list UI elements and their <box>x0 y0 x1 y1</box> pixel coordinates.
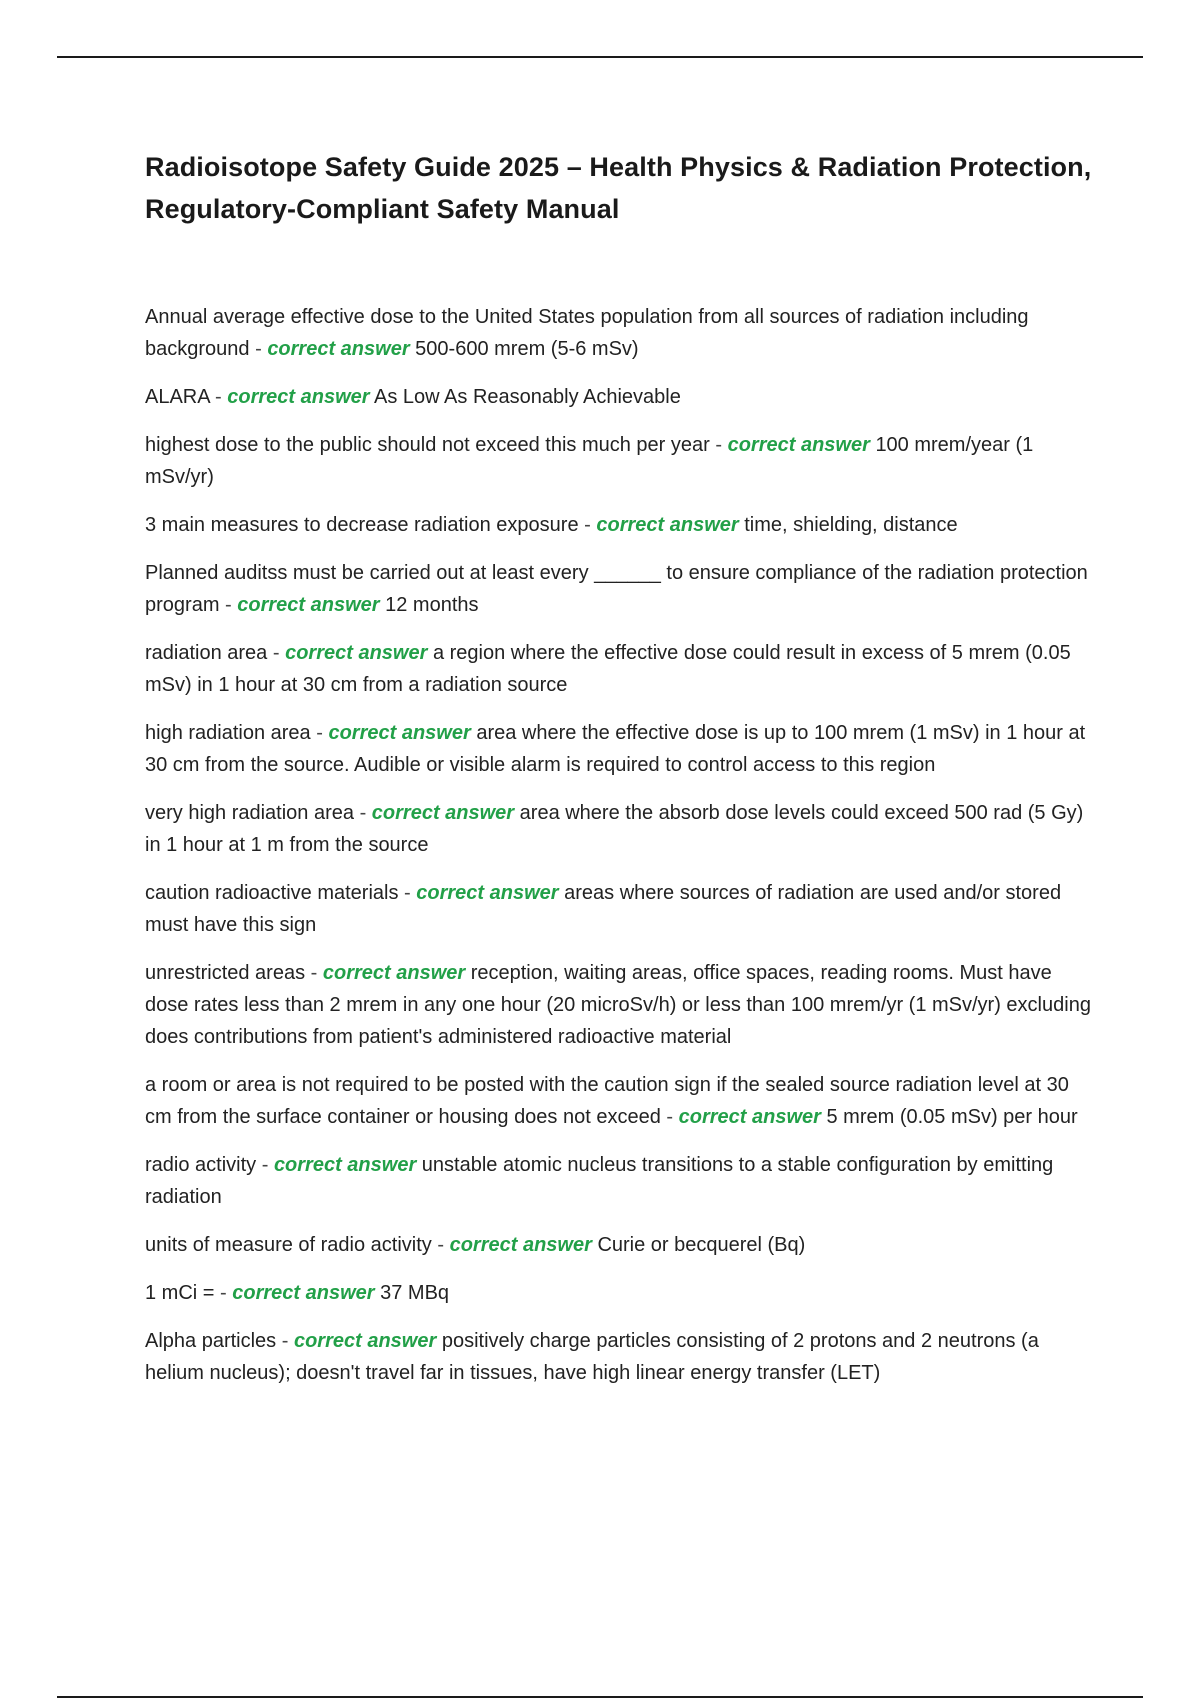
answer-text: Curie or becquerel (Bq) <box>597 1234 806 1256</box>
question-text: highest dose to the public should not exceed this much per year <box>145 434 710 456</box>
answer-text: a region where the effective dose could result in excess of 5 mrem (0.05 mSv) in 1 hour at 30 cm from a radiation source <box>145 642 1071 696</box>
qa-list <box>145 301 1095 1389</box>
answer-text: time, shielding, distance <box>744 514 958 536</box>
answer-text: unstable atomic nucleus transitions to a stable configuration by emitting radiation <box>145 1154 1054 1208</box>
answer-text: positively charge particles consisting of 2 protons and 2 neutrons (a helium nucleus); doesn't travel far in tissues, have high linear energy transfer (LET) <box>145 1330 1039 1384</box>
question-text: Planned auditss must be carried out at least every ______ to ensure compliance of the radiation protection program <box>145 562 1088 616</box>
answer-tag: correct answer <box>293 1330 437 1352</box>
question-text: radiation area <box>145 642 268 664</box>
answer-text: As Low As Reasonably Achievable <box>374 386 681 408</box>
answer-tag: correct answer <box>232 1282 375 1304</box>
answer-text: area where the effective dose is up to 100 mrem (1 mSv) in 1 hour at 30 cm from the source. Audible or visible alarm is required to control access to this region <box>145 722 1086 776</box>
answer-text: reception, waiting areas, office spaces, reading rooms. Must have dose rates less than 2 mrem in any one hour (20 microSv/h) or less than 100 mrem/yr (1 mSv/yr) excluding does contributions from patient's administered radioactive material <box>145 962 1091 1048</box>
answer-tag: correct answer <box>596 514 739 536</box>
question-text: Alpha particles <box>145 1330 277 1352</box>
question-text: ALARA <box>145 386 210 408</box>
answer-tag: correct answer <box>267 338 410 360</box>
answer-text: area where the absorb dose levels could exceed 500 rad (5 Gy) in 1 hour at 1 m from the source <box>145 802 1084 856</box>
answer-tag: correct answer <box>727 434 870 456</box>
qa-item: 1 mCi = - correct answer 37 MBq <box>145 1282 450 1304</box>
question-text: 3 main measures to decrease radiation exposure <box>145 514 579 536</box>
answer-text: 12 months <box>385 594 479 616</box>
qa-item: ALARA - correct answer As Low As Reasonably Achievable <box>145 386 681 408</box>
answer-tag: correct answer <box>449 1234 592 1256</box>
qa-item: caution radioactive materials - correct answer areas where sources of radiation are used and/or stored must have this sign <box>145 882 1062 936</box>
question-text: Annual average effective dose to the United States population from all sources of radiation including background <box>145 306 1029 360</box>
bottom-rule <box>57 1696 1143 1698</box>
qa-item: high radiation area - correct answer area where the effective dose is up to 100 mrem (1 mSv) in 1 hour at 30 cm from the source. Audible or visible alarm is required to control access to this region <box>145 722 1086 776</box>
question-text: 1 mCi = <box>145 1282 215 1304</box>
qa-item: radiation area - correct answer a region where the effective dose could result in excess of 5 mrem (0.05 mSv) in 1 hour at 30 cm from a radiation source <box>145 642 1071 696</box>
answer-tag: correct answer <box>678 1106 821 1128</box>
document-body <box>145 146 1095 1405</box>
question-text: very high radiation area <box>145 802 355 824</box>
question-text: radio activity <box>145 1154 257 1176</box>
question-text: caution radioactive materials <box>145 882 399 904</box>
answer-tag: correct answer <box>237 594 380 616</box>
qa-item: very high radiation area - correct answer area where the absorb dose levels could exceed 500 rad (5 Gy) in 1 hour at 1 m from the source <box>145 802 1084 856</box>
qa-item: a room or area is not required to be posted with the caution sign if the sealed source radiation level at 30 cm from the surface container or housing does not exceed - correct answer 5 mrem (0.05 mSv) per hour <box>145 1074 1078 1128</box>
qa-item: Annual average effective dose to the United States population from all sources of radiation including background - correct answer 500-600 mrem (5-6 mSv) <box>145 306 1029 360</box>
answer-text: 100 mrem/year (1 mSv/yr) <box>145 434 1034 488</box>
qa-item: Planned auditss must be carried out at least every ______ to ensure compliance of the radiation protection program - correct answer 12 months <box>145 562 1088 616</box>
question-text: a room or area is not required to be posted with the caution sign if the sealed source radiation level at 30 cm from the surface container or housing does not exceed <box>145 1074 1069 1128</box>
answer-tag: correct answer <box>371 802 515 824</box>
answer-text: 37 MBq <box>380 1282 450 1304</box>
answer-tag: correct answer <box>328 722 471 744</box>
answer-tag: correct answer <box>227 386 370 408</box>
qa-item: Alpha particles - correct answer positively charge particles consisting of 2 protons and 2 neutrons (a helium nucleus); doesn't travel far in tissues, have high linear energy transfer (LET) <box>145 1330 1039 1384</box>
qa-item: unrestricted areas - correct answer reception, waiting areas, office spaces, reading rooms. Must have dose rates less than 2 mrem in any one hour (20 microSv/h) or less than 100 mrem/yr (1 mSv/yr) excluding does contributions from patient's administered radioactive material <box>145 962 1091 1048</box>
top-rule <box>57 56 1143 58</box>
answer-tag: correct answer <box>416 882 559 904</box>
question-text: unrestricted areas <box>145 962 306 984</box>
qa-item: 3 main measures to decrease radiation exposure - correct answer time, shielding, distance <box>145 514 958 536</box>
answer-text: areas where sources of radiation are used and/or stored must have this sign <box>145 882 1062 936</box>
question-text: high radiation area <box>145 722 311 744</box>
answer-tag: correct answer <box>273 1154 417 1176</box>
question-text: units of measure of radio activity <box>145 1234 432 1256</box>
qa-item: radio activity - correct answer unstable atomic nucleus transitions to a stable configuration by emitting radiation <box>145 1154 1054 1208</box>
answer-text: 5 mrem (0.05 mSv) per hour <box>826 1106 1078 1128</box>
qa-item: highest dose to the public should not exceed this much per year - correct answer 100 mrem/year (1 mSv/yr) <box>145 434 1034 488</box>
answer-text: 500-600 mrem (5-6 mSv) <box>415 338 639 360</box>
answer-tag: correct answer <box>322 962 466 984</box>
qa-item: units of measure of radio activity - correct answer Curie or becquerel (Bq) <box>145 1234 806 1256</box>
document-title: Radioisotope Safety Guide 2025 – Health Physics & Radiation Protection, Regulatory-Compliant Safety Manual <box>145 152 1092 224</box>
answer-tag: correct answer <box>285 642 428 664</box>
